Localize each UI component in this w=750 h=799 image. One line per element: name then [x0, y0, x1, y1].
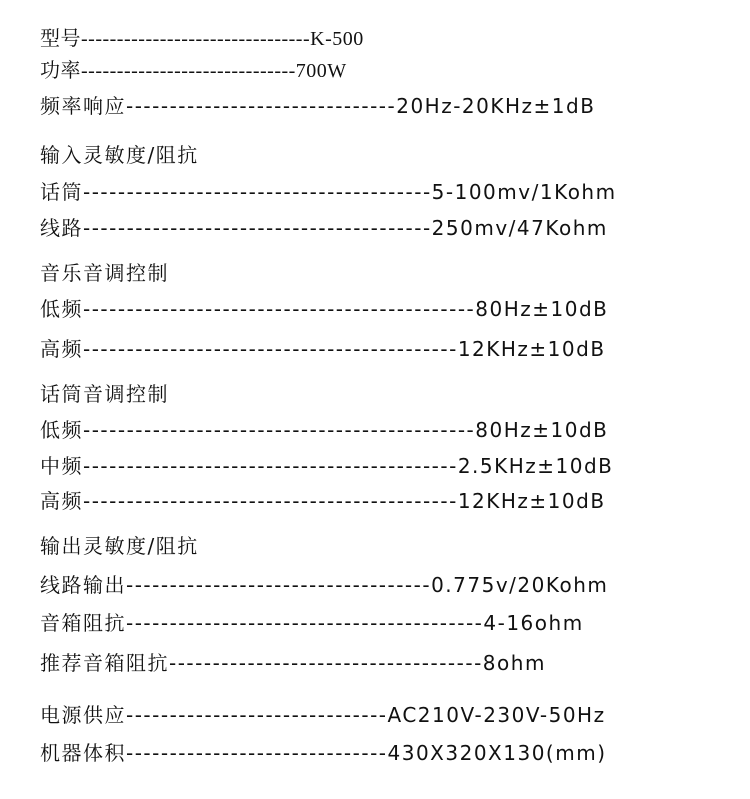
spec-model: 型号--------------------------------K-500 — [40, 28, 364, 50]
spec-speaker-impedance: 音箱阻抗-----------------------------------------4-16ohm — [40, 611, 584, 635]
spec-power: 功率------------------------------700W — [40, 60, 347, 82]
spec-input-mic: 话筒----------------------------------------5-100mv/1Kohm — [40, 180, 617, 204]
spec-frequency-response: 频率响应-------------------------------20Hz-20KHz±1dB — [40, 94, 596, 118]
section-output-sensitivity: 输出灵敏度/阻抗 — [40, 534, 199, 558]
spec-mic-bass: 低频---------------------------------------------80Hz±10dB — [40, 418, 609, 442]
section-mic-tone: 话筒音调控制 — [40, 382, 169, 406]
spec-input-line: 线路----------------------------------------250mv/47Kohm — [40, 216, 608, 240]
spec-recommended-impedance: 推荐音箱阻抗------------------------------------8ohm — [40, 651, 546, 675]
section-input-sensitivity: 输入灵敏度/阻抗 — [40, 143, 199, 167]
spec-dimensions: 机器体积------------------------------430X320X130(mm) — [40, 741, 607, 765]
spec-mic-treble: 高频-------------------------------------------12KHz±10dB — [40, 489, 606, 513]
spec-line-output: 线路输出-----------------------------------0.775v/20Kohm — [40, 573, 609, 597]
section-music-tone: 音乐音调控制 — [40, 261, 169, 285]
spec-power-supply: 电源供应------------------------------AC210V-230V-50Hz — [40, 703, 606, 727]
spec-music-bass: 低频---------------------------------------------80Hz±10dB — [40, 297, 609, 321]
spec-music-treble: 高频-------------------------------------------12KHz±10dB — [40, 337, 606, 361]
spec-mic-mid: 中频-------------------------------------------2.5KHz±10dB — [40, 454, 614, 478]
